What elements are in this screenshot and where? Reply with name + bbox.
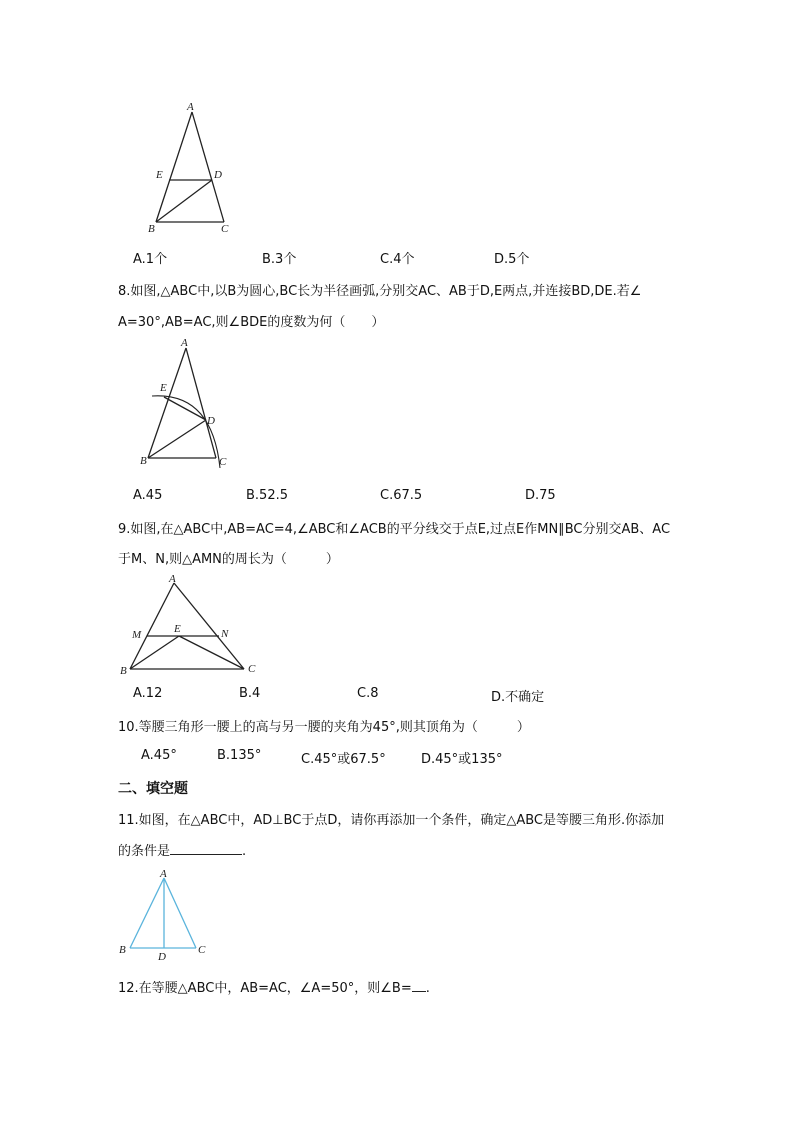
q11-prefix: 的条件是	[118, 844, 171, 859]
side-ab	[148, 348, 186, 458]
q12-answer-blank[interactable]	[412, 979, 426, 992]
q10-option-a[interactable]: A.45°	[141, 748, 177, 763]
label-a: A	[160, 868, 167, 880]
label-e: E	[160, 382, 167, 394]
q9-option-a[interactable]: A.12	[133, 686, 163, 701]
q9-text-line2: 于M、N,则△AMN的周长为（ ）	[118, 552, 339, 567]
label-d: D	[207, 415, 215, 427]
q12-prefix: 12.在等腰△ABC中，AB=AC，∠A=50°，则∠B=	[118, 981, 412, 996]
label-b: B	[119, 944, 126, 956]
q8-text-line1: 8.如图,△ABC中,以B为圆心,BC长为半径画弧,分别交AC、AB于D,E两点,并连接BD,DE.若∠	[118, 284, 642, 299]
label-c: C	[221, 223, 229, 235]
label-c: C	[248, 663, 256, 675]
label-c: C	[198, 944, 206, 956]
q7-option-d[interactable]: D.5个	[494, 252, 530, 267]
segment-bd	[148, 420, 206, 458]
label-a: A	[187, 101, 194, 113]
label-e: E	[174, 623, 181, 635]
q7-option-b[interactable]: B.3个	[262, 252, 297, 267]
segment-ce	[179, 636, 244, 669]
side-ab	[130, 878, 164, 948]
figure-q9	[114, 570, 274, 680]
q8-option-c[interactable]: C.67.5	[380, 488, 423, 503]
q11-suffix: .	[242, 844, 247, 859]
side-ac	[174, 583, 244, 669]
arc-centered-b	[152, 396, 220, 468]
q10-option-c[interactable]: C.45°或67.5°	[301, 752, 386, 767]
q9-option-b[interactable]: B.4	[239, 686, 261, 701]
label-n: N	[221, 628, 229, 640]
side-ac	[186, 348, 216, 458]
label-a: A	[169, 573, 176, 585]
side-ac	[164, 878, 196, 948]
q9-option-d[interactable]: D.不确定	[491, 690, 545, 705]
label-d: D	[158, 951, 166, 963]
label-d: D	[214, 169, 222, 181]
q7-option-a[interactable]: A.1个	[133, 252, 168, 267]
q8-text-line2: A=30°,AB=AC,则∠BDE的度数为何（ ）	[118, 315, 385, 330]
q7-option-c[interactable]: C.4个	[380, 252, 415, 267]
q10-text: 10.等腰三角形一腰上的高与另一腰的夹角为45°,则其顶角为（ ）	[118, 720, 530, 735]
q9-text-line1: 9.如图,在△ABC中,AB=AC=4,∠ABC和∠ACB的平分线交于点E,过点E作MN∥BC分别交AB、AC	[118, 522, 671, 537]
figure-q8	[134, 334, 244, 474]
figure-q7	[140, 98, 240, 238]
q8-option-a[interactable]: A.45	[133, 488, 163, 503]
side-ac	[192, 112, 224, 222]
label-b: B	[148, 223, 155, 235]
label-a: A	[181, 337, 188, 349]
side-ab	[156, 112, 192, 222]
label-b: B	[120, 665, 127, 677]
label-b: B	[140, 455, 147, 467]
q11-text-line2	[118, 840, 246, 859]
q10-option-b[interactable]: B.135°	[217, 748, 262, 763]
q11-text-line1: 11.如图，在△ABC中，AD⊥BC于点D，请你再添加一个条件，确定△ABC是等腰三角形.你添加	[118, 813, 665, 828]
figure-q11	[116, 868, 216, 964]
q8-option-d[interactable]: D.75	[525, 488, 556, 503]
q10-option-d[interactable]: D.45°或135°	[421, 752, 503, 767]
section-heading-fill-in: 二、填空题	[118, 781, 188, 797]
q9-option-c[interactable]: C.8	[357, 686, 379, 701]
q12-suffix: .	[425, 981, 430, 996]
q12-text	[118, 977, 430, 996]
segment-bd	[156, 180, 212, 222]
side-ab	[130, 583, 174, 669]
label-m: M	[132, 629, 142, 641]
q11-answer-blank[interactable]	[170, 842, 242, 855]
label-c: C	[219, 456, 227, 468]
label-e: E	[156, 169, 163, 181]
q8-option-b[interactable]: B.52.5	[246, 488, 288, 503]
